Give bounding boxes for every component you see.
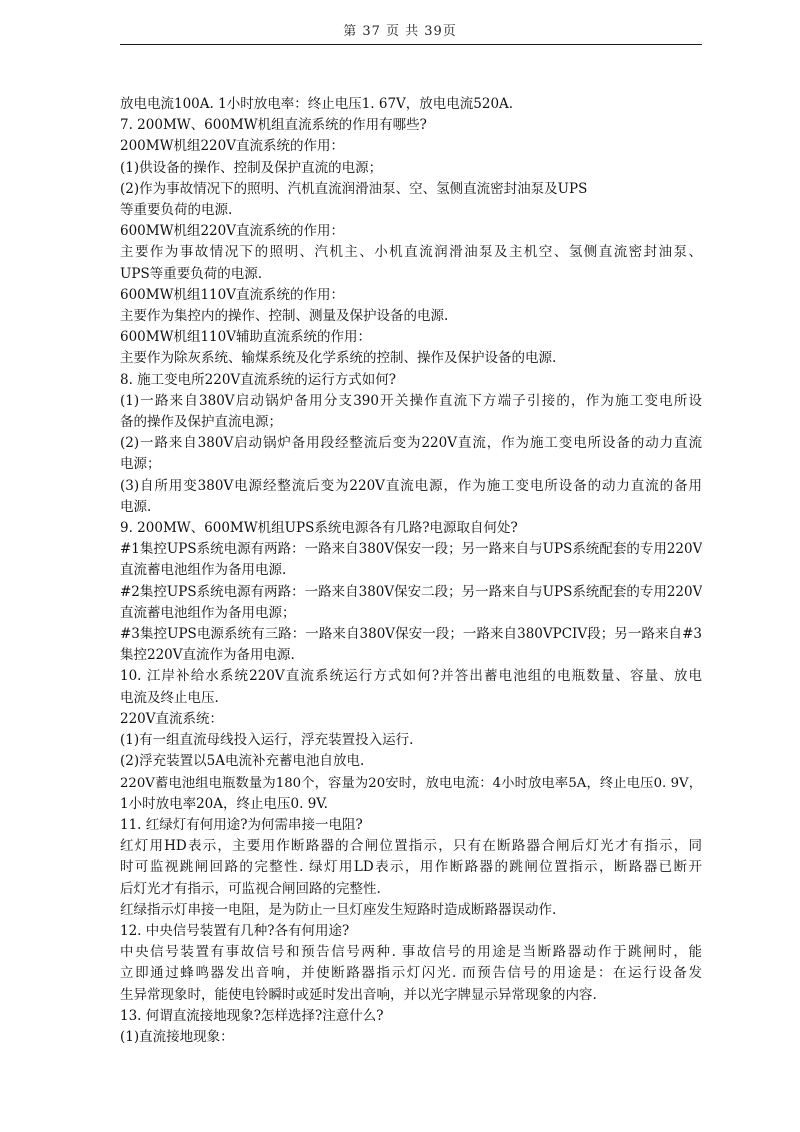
text-line: 等重要负荷的电源. bbox=[120, 202, 233, 219]
text-line: 7. 200MW、600MW机组直流系统的作用有哪些? bbox=[120, 117, 427, 134]
text-line: 200MW机组220V直流系统的作用： bbox=[120, 138, 344, 155]
text-line: 8. 施工变电所220V直流系统的运行方式如何? bbox=[120, 371, 396, 388]
text-line: (1)有一组直流母线投入运行，浮充装置投入运行. bbox=[120, 732, 414, 749]
text-line: 11. 红绿灯有何用途?为何需串接一电阻? bbox=[120, 816, 363, 833]
text-line: 主要作为集控内的操作、控制、测量及保护设备的电源. bbox=[120, 308, 449, 325]
text-line: 红绿指示灯串接一电阻，是为防止一旦灯座发生短路时造成断路器误动作. bbox=[120, 901, 557, 918]
text-line: (1)一路来自380V启动锅炉备用分支390开关操作直流下方端子引接的，作为施工变电所设 bbox=[120, 392, 702, 409]
text-line: #3集控UPS电源系统有三路：一路来自380V保安一段；一路来自380VPCIV段；另一路来自#3 bbox=[120, 626, 702, 643]
text-line: 600MW机组220V直流系统的作用： bbox=[120, 223, 344, 240]
page-number-label: 第 37 页 共 39页 bbox=[343, 24, 457, 39]
text-line: 12. 中央信号装置有几种?各有何用途? bbox=[120, 922, 350, 939]
text-line: 13. 何谓直流接地现象?怎样选择?注意什么? bbox=[120, 1007, 384, 1024]
text-line: UPS等重要负荷的电源. bbox=[120, 265, 263, 282]
text-line: 600MW机组110V直流系统的作用： bbox=[120, 286, 344, 303]
text-line: 主要作为事故情况下的照明、汽机主、小机直流润滑油泵及主机空、氢侧直流密封油泵、 bbox=[120, 244, 702, 261]
text-line: #1集控UPS系统电源有两路：一路来自380V保安一段；另一路来自与UPS系统配套的专用220V bbox=[120, 541, 702, 558]
text-line: 红灯用HD表示，主要用作断路器的合闸位置指示，只有在断路器合闸后灯光才有指示，同 bbox=[120, 838, 702, 855]
text-line: 中央信号装置有事故信号和预告信号两种. 事故信号的用途是当断路器动作于跳闸时，能 bbox=[120, 944, 702, 961]
text-line: 9. 200MW、600MW机组UPS系统电源各有几路?电源取自何处? bbox=[120, 520, 518, 537]
text-line: #2集控UPS系统电源有两路：一路来自380V保安二段；另一路来自与UPS系统配套的专用220V bbox=[120, 583, 702, 600]
text-line: 生异常现象时，能使电铃瞬时或延时发出音响，并以光字牌显示异常现象的内容. bbox=[120, 986, 597, 1003]
text-line: 直流蓄电池组作为备用电源； bbox=[120, 604, 296, 621]
text-line: 后灯光才有指示，可监视合闸回路的完整性. bbox=[120, 880, 381, 897]
text-line: (2)一路来自380V启动锅炉备用段经整流后变为220V直流，作为施工变电所设备的动力直流 bbox=[120, 435, 702, 452]
document-body bbox=[120, 94, 702, 1048]
text-line: (1)直流接地现象： bbox=[120, 1028, 234, 1045]
text-line: 时可监视跳闸回路的完整性. 绿灯用LD表示，用作断路器的跳闸位置指示，断路器已断开 bbox=[120, 859, 702, 876]
text-line: (1)供设备的操作、控制及保护直流的电源； bbox=[120, 159, 383, 176]
text-line: 集控220V直流作为备用电源. bbox=[120, 647, 295, 664]
text-line: 电流及终止电压. bbox=[120, 689, 219, 706]
text-line: (2)浮充装置以5A电流补充蓄电池自放电. bbox=[120, 753, 365, 770]
text-line: (2)作为事故情况下的照明、汽机直流润滑油泵、空、氢侧直流密封油泵及UPS bbox=[120, 180, 588, 197]
text-line: 立即通过蜂鸣器发出音响，并使断路器指示灯闪光. 而预告信号的用途是：在运行设备发 bbox=[120, 965, 702, 982]
text-line: 1小时放电率20A，终止电压0. 9V. bbox=[120, 795, 328, 812]
text-line: 10. 江岸补给水系统220V直流系统运行方式如何?并答出蓄电池组的电瓶数量、容量、放电 bbox=[120, 668, 702, 685]
text-line: 主要作为除灰系统、输煤系统及化学系统的控制、操作及保护设备的电源. bbox=[120, 350, 557, 367]
page-header bbox=[0, 20, 800, 39]
text-line: (3)自所用变380V电源经整流后变为220V直流电源，作为施工变电所设备的动力直流的备用 bbox=[120, 477, 702, 494]
text-line: 220V直流系统： bbox=[120, 710, 224, 727]
text-line: 直流蓄电池组作为备用电源. bbox=[120, 562, 287, 579]
text-line: 电源； bbox=[120, 456, 161, 473]
text-line: 备的操作及保护直流电源； bbox=[120, 414, 282, 431]
header-divider bbox=[120, 44, 702, 45]
text-line: 220V蓄电池组电瓶数量为180个，容量为20安时，放电电流：4小时放电率5A，终止电压0. 9V， bbox=[120, 775, 702, 791]
text-line: 电源. bbox=[120, 498, 152, 515]
text-line: 放电电流100A. 1小时放电率：终止电压1. 67V，放电电流520A. bbox=[120, 96, 514, 112]
text-line: 600MW机组110V辅助直流系统的作用： bbox=[120, 329, 371, 346]
